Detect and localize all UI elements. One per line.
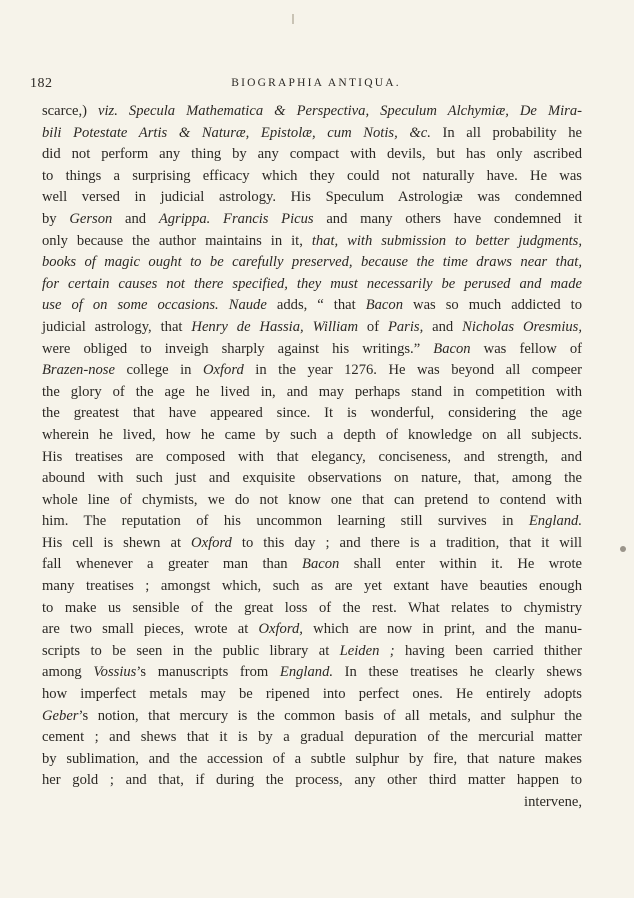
italic-run: Bacon [302,556,340,573]
text-run: her gold ; and that, if during the process, any other third matter happen to [42,772,582,789]
text-line [42,792,582,814]
text-line [42,166,582,188]
text-run: was so much addicted to [403,297,582,314]
italic-run: that, with submission to better judgments, [311,232,583,249]
text-line [42,770,582,792]
text-run: scripts to be seen in the public library at [42,642,340,659]
italic-run: Naude [228,297,267,314]
text-line [42,468,582,490]
text-run: how imperfect metals may be ripened into perfect ones. He entirely adopts [42,686,582,703]
text-run: by sublimation, and the accession of a subtle sulphur by fire, that nature makes [42,750,582,767]
italic-run: England. [528,513,582,530]
text-run: are two small pieces, wrote at [42,621,259,638]
text-run: was fellow of [470,340,582,357]
text-run: whole line of chymists, we do not know one that can pretend to contend with [42,491,582,508]
text-run: which are now in print, and the manu- [302,621,583,638]
italic-run: Brazen-nose [42,362,115,379]
text-line [42,727,582,749]
text-run: His cell is shewn at [42,534,192,551]
text-line [42,295,582,317]
italic-run: books of magic ought to be carefully preserved, because the time draws near that, [42,254,582,271]
text-line [42,662,582,684]
italic-run: Henry de Hassia, William [191,318,358,335]
text-line [42,274,582,296]
text-run: and many others have condemned it [313,210,582,227]
italic-run: Leiden ; [339,642,395,659]
text-run: by [42,210,70,227]
text-run: scarce,) [42,103,98,119]
running-head [30,76,602,94]
italic-run: Geber [42,707,79,724]
text-run: to things a surprising efficacy which they could not naturally have. He was [42,167,582,184]
text-run: wherein he lived, how he came by such a depth of knowledge on all subjects. [42,426,582,443]
text-run: judicial astrology, that [42,318,192,335]
italic-run: Agrippa. [158,210,211,227]
text-run: fall whenever a greater man than [42,556,303,573]
text-run: to this day ; and there is a tradition, that it will [231,534,582,551]
text-run: In all probability he [430,124,582,141]
text-run: many treatises ; amongst which, such as are yet extant have beauties enough [42,578,582,595]
italic-run: Nicholas Oresmius, [462,318,583,335]
text-run: did not perform any thing by any compact with devils, but has only ascribed [42,146,582,163]
text-run: him. The reputation of his uncommon learning still survives in [42,513,529,530]
text-run [210,211,223,227]
text-line [42,403,582,425]
italic-run: Oxford [202,362,244,379]
italic-run: Gerson [69,210,113,227]
text-run: cement ; and shews that it is by a gradual depuration of the mercurial matter [42,729,582,746]
text-line [42,447,582,469]
text-run: and [423,318,463,335]
text-run: adds, “ that [266,297,366,314]
text-line [42,749,582,771]
text-line [42,209,582,231]
text-run: were obliged to inveigh sharply against his writings.” [42,340,434,357]
text-line [42,598,582,620]
text-line [42,533,582,555]
text-line [42,641,582,663]
text-line [42,706,582,728]
text-run: of [357,318,388,335]
italic-run: Oxford [191,534,232,551]
text-run: well versed in judicial astrology. His Speculum Astrologiæ was condemned [42,189,582,206]
text-run: ’s manuscripts from [136,664,280,681]
text-run: and [112,210,159,227]
text-line [42,101,582,123]
text-line [42,317,582,339]
text-run: among [42,664,94,681]
binding-mark [292,14,294,24]
page-number: 182 [30,76,53,91]
text-line [42,252,582,274]
text-line [42,619,582,641]
italic-run: use of on some occasions. [42,297,219,314]
text-run: college in [114,362,203,379]
text-run: the glory of the age he lived in, and may perhaps stand in competition with [42,383,582,400]
italic-run: viz. Specula Mathematica & Perspectiva, Speculum Alchymiæ, De Mira- [98,103,582,119]
text-line [42,187,582,209]
text-run: In these treatises he clearly shews [333,664,582,681]
text-run: in the year 1276. He was beyond all compeer [243,362,582,379]
text-run: abound with such just and exquisite observations on nature, that, among the [42,470,582,487]
text-run [219,297,229,313]
text-run: ’s notion, that mercury is the common basis of all metals, and sulphur the [78,707,582,724]
italic-run: Bacon [433,340,471,357]
italic-run: Francis Picus [223,210,314,227]
running-title: BIOGRAPHIA ANTIQUA. [231,77,401,89]
text-line [42,511,582,533]
text-line [42,554,582,576]
text-line [42,360,582,382]
italic-run: Vossius [93,664,137,681]
text-run: having been carried thither [394,642,583,659]
text-line [42,576,582,598]
text-run: to make us sensible of the great loss of the rest. What relates to chymistry [42,599,582,616]
text-line [42,382,582,404]
italic-run: England. [279,664,334,681]
text-line [42,144,582,166]
text-run: shall enter within it. He wrote [339,556,583,573]
text-run: intervene, [524,794,582,810]
ink-blot [620,546,626,552]
text-body [42,101,582,814]
italic-run: for certain causes not there specified, they must necessarily be perused and made [42,275,582,292]
text-run: His treatises are composed with that elegancy, conciseness, and strength, and [42,448,582,465]
text-line [42,425,582,447]
text-line [42,684,582,706]
text-line [42,490,582,512]
text-line [42,339,582,361]
text-run: the greatest that have appeared since. It is wonderful, considering the age [42,405,582,422]
text-line [42,231,582,253]
italic-run: Oxford, [258,621,303,638]
text-run: only because the author maintains in it, [42,232,312,249]
italic-run: Bacon [365,297,403,314]
italic-run: bili Potestate Artis & Naturæ, Epistolæ, cum Notis, &c. [42,124,431,141]
italic-run: Paris, [387,318,424,335]
text-line [42,123,582,145]
